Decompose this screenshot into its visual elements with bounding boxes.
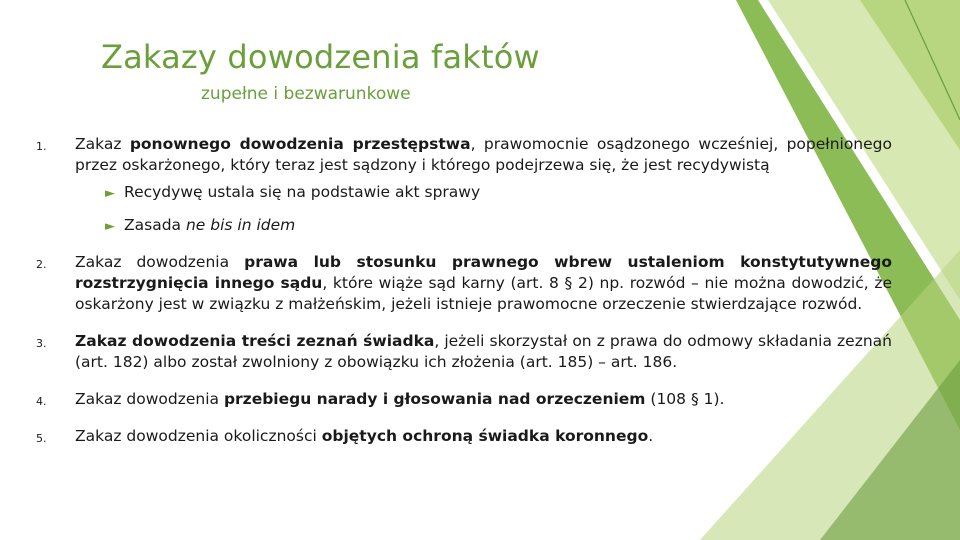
item-text: Zakaz dowodzenia [75, 253, 245, 271]
content-list [36, 134, 892, 463]
item-text-bold: przebiegu narady i głosowania nad orzeczeniem [223, 390, 646, 408]
item-text: , jeżeli skorzystał on z prawa do odmowy składania zeznań (art. 182) albo został zwolniony z obowiązku ich złożenia (art. 185) – art. 186. [75, 332, 892, 371]
item-number: 4. [36, 395, 47, 408]
item-number: 2. [36, 258, 47, 271]
sub-list [75, 182, 892, 236]
item-number: 3. [36, 337, 47, 350]
list-item-2 [36, 252, 892, 315]
sub-item-text: Zasada [124, 216, 186, 234]
slide-subtitle: zupełne i bezwarunkowe [201, 84, 411, 104]
sub-item-2 [75, 215, 892, 236]
item-text-bold: ponownego dowodzenia przestępstwa [129, 135, 471, 153]
slide-title: Zakazy dowodzenia faktów [101, 38, 540, 76]
sub-item-text: Recydywę ustala się na podstawie akt sprawy [124, 183, 481, 201]
item-text-bold: objętych ochroną świadka koronnego [321, 427, 649, 445]
sub-item-text-italic: ne bis in idem [185, 216, 296, 234]
list-item-1 [36, 134, 892, 236]
item-text-bold: Zakaz dowodzenia treści zeznań świadka [75, 332, 435, 350]
item-text: (108 § 1). [645, 390, 725, 408]
item-text: Zakaz dowodzenia okoliczności [75, 427, 322, 445]
arrow-bullet-icon: ► [105, 186, 115, 201]
item-text: , prawomocnie osądzonego wcześniej, popełnionego przez oskarżonego, który teraz jest sądzony i którego podejrzewa się, że jest recydywistą [75, 135, 892, 174]
item-text-bold: prawa lub stosunku prawnego wbrew ustaleniom konstytutywnego rozstrzygnięcia innego sądu [75, 253, 893, 292]
item-text: . [648, 427, 654, 445]
list-item-4 [36, 389, 892, 410]
item-number: 5. [36, 432, 47, 445]
item-number: 1. [36, 140, 47, 153]
list-item-5 [36, 426, 892, 447]
item-text: Zakaz [75, 135, 130, 153]
list-item-3 [36, 331, 892, 373]
arrow-bullet-icon: ► [105, 219, 115, 234]
item-text: , które wiąże sąd karny (art. 8 § 2) np. rozwód – nie można dowodzić, że oskarżony jest w związku z małżeńskim, jeżeli istnieje prawomocne orzeczenie stwierdzające rozwód. [75, 274, 892, 313]
item-text: Zakaz dowodzenia [75, 390, 224, 408]
sub-item-1 [75, 182, 892, 203]
